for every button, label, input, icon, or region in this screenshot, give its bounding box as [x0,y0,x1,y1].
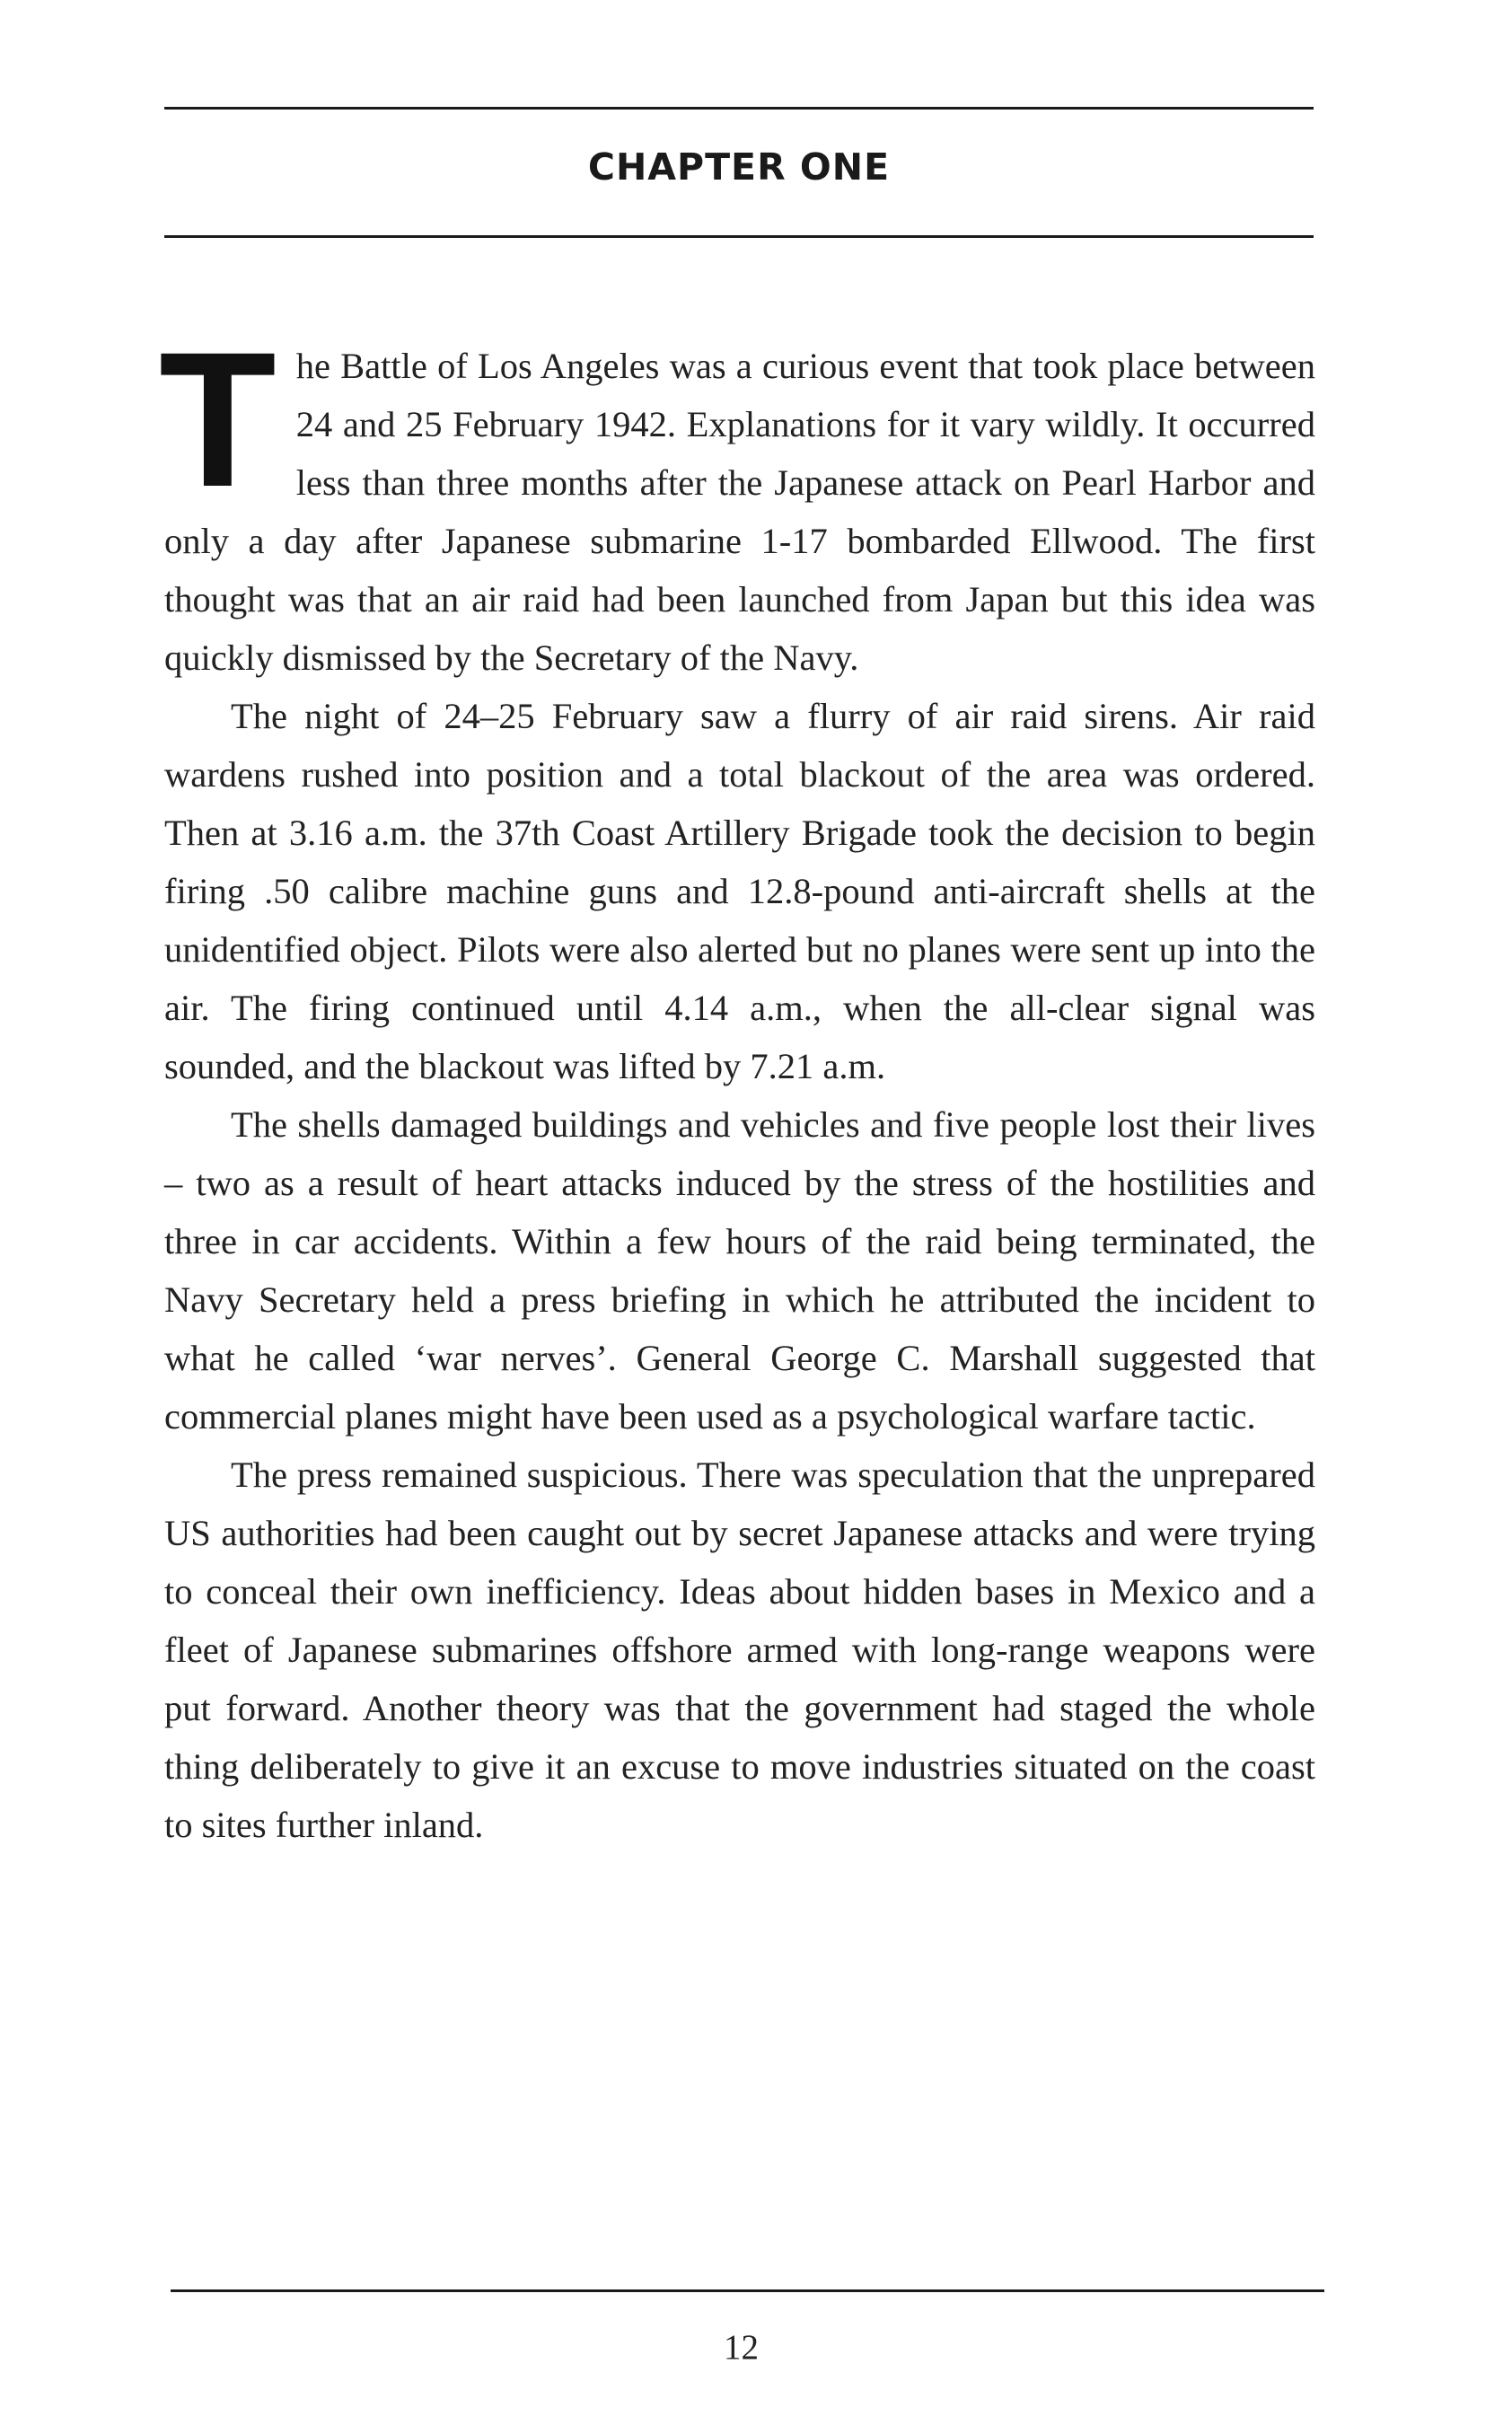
paragraph-4: The press remained suspicious. There was speculation that the unprepared US authorities had been caught out by secret Japanese attacks and were trying to conceal their own inefficiency. Ideas about hidden bases in Mexico and a fleet of Japanese submarines offshore armed with long-range weapons were put forward. Another theory was that the government had staged the whole thing deliberately to give it an excuse to move industries situated on the coast to sites further inland. [164,1454,1315,1845]
header-bottom-rule [164,235,1314,238]
footer-rule [171,2289,1324,2292]
paragraph-1 [159,312,1315,687]
drop-cap: T [159,312,277,527]
page-number: 12 [724,2328,759,2367]
header-top-rule [164,107,1314,110]
paragraph-1-text: he Battle of Los Angeles was a curious event that took place between 24 and 25 February 1942. Explanations for it vary wildly. It occurred less than three months after the Japanese attack on Pearl Harbor and only a day after Japanese submarine 1-17 bombarded Ellwood. The first thought was that an air raid had been launched from Japan but this idea was quickly dismissed by the Secretary of the Navy. [164,346,1315,678]
chapter-body [159,312,1315,1854]
paragraph-2: The night of 24–25 February saw a flurry of air raid sirens. Air raid wardens rushed into position and a total blackout of the area was ordered. Then at 3.16 a.m. the 37th Coast Artillery Brigade took the decision to begin firing .50 calibre machine guns and 12.8-pound anti-aircraft shells at the unidentified object. Pilots were also alerted but no planes were sent up into the air. The firing continued until 4.14 a.m., when the all-clear signal was sounded, and the blackout was lifted by 7.21 a.m. [164,696,1315,1086]
paragraph-3: The shells damaged buildings and vehicles and five people lost their lives – two as a result of heart attacks induced by the stress of the hostilities and three in car accidents. Within a few hours of the raid being terminated, the Navy Secretary held a press briefing in which he attributed the incident to what he called ‘war nerves’. General George C. Marshall suggested that commercial planes might have been used as a psychological warfare tactic. [164,1104,1315,1437]
chapter-title: CHAPTER ONE [587,145,891,189]
